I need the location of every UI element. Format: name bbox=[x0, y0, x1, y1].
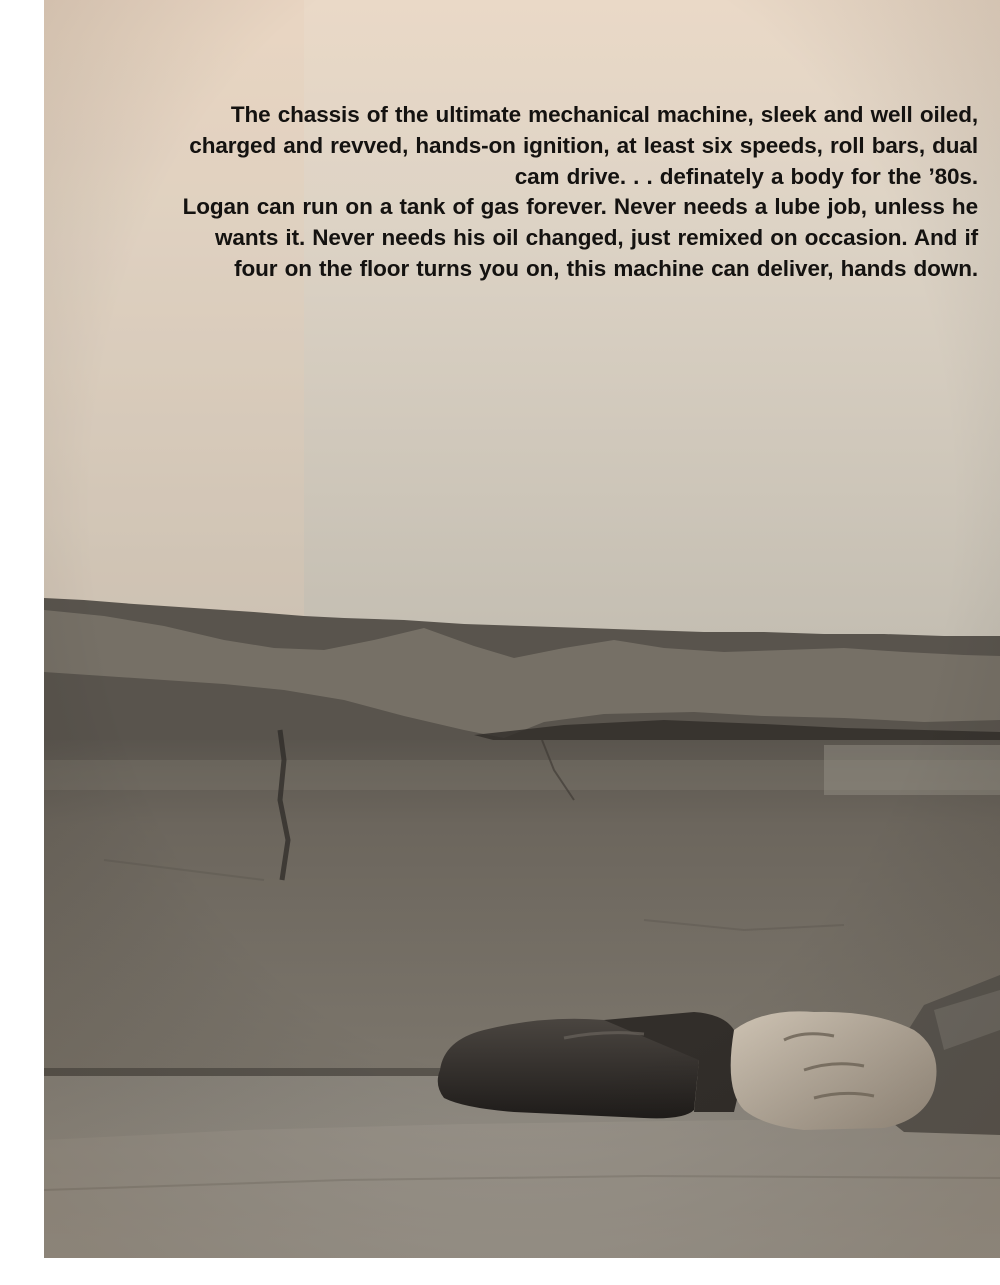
caption-line: Logan can run on a tank of gas forever. Never needs a lube job, unless he bbox=[182, 194, 978, 220]
caption-line: cam drive. . . definately a body for the ’80s. bbox=[514, 163, 978, 189]
caption-line: four on the floor turns you on, this machine can deliver, hands down. bbox=[234, 255, 978, 281]
caption-line: charged and revved, hands-on ignition, at least six speeds, roll bars, dual bbox=[189, 132, 978, 158]
caption-text bbox=[90, 100, 978, 285]
caption-line: The chassis of the ultimate mechanical machine, sleek and well oiled, bbox=[230, 102, 978, 127]
caption-line: wants it. Never needs his oil changed, just remixed on occasion. And if bbox=[215, 225, 978, 251]
